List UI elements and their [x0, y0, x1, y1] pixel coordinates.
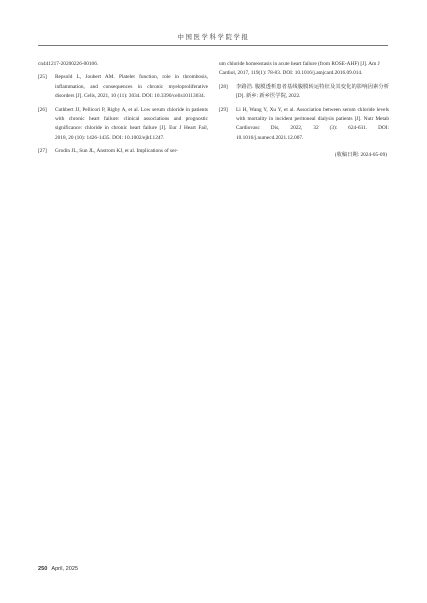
reference-item [38, 147, 208, 156]
reference-text: Cuthbert JJ, Pellicori P, Rigby A, et al. Low serum chloride in patients with chronic heart failure: clinical associations and prognostic significance: chloride in chronic heart failure [J]. Eur J Heart Fail, 2018, 20 (10): 1426-1435. DOI: 10.1002/ejhf.1247. [55, 106, 208, 141]
reference-text: 李路浩. 腹膜透析患者基线腹膜转运特征及其变化的影响因素分析[D]. 新乡: 新乡医学院, 2022. [236, 83, 389, 100]
page-number: 250 [38, 566, 48, 572]
left-column [38, 60, 208, 161]
reference-number: [26] [38, 106, 47, 113]
reference-number: [27] [38, 148, 47, 155]
reference-item [219, 83, 389, 102]
journal-header: 中国医学科学院学报 [177, 34, 250, 41]
page-footer [38, 566, 78, 572]
reference-item [38, 73, 208, 101]
reference-item [219, 106, 389, 144]
reference-text: Repsold L, Joubert AM. Platelet function, role in thrombosis, inflammation, and consequences in chronic myeloproliferative disorders [J]. Cells, 2021, 10 (11): 3034. DOI: 10.3390/cells10113034. [55, 74, 208, 100]
reference-item [38, 106, 208, 144]
received-date: (收稿日期: 2024-05-09) [334, 152, 387, 159]
issue-date: April, 2025 [51, 566, 79, 572]
right-column [219, 60, 389, 161]
reference-text: Li H, Wang Y, Xu Y, et al. Association between serum chloride levels with mortality in incident peritoneal dialysis patients [J]. Nutr Metab Cardiovasc Dis, 2022, 32 (3): 624-631. DOI: 10.1016/j.numecd.2021.12.007. [236, 106, 389, 141]
reference-number: [25] [38, 74, 47, 81]
reference-number: [28] [219, 83, 228, 90]
reference-text: Grodin JL, Sun JL, Anstrom KJ, et al. Implications of ser- [55, 148, 178, 155]
reference-continuation: cn441217-20200226-00106. [38, 61, 99, 67]
header-rule [38, 45, 388, 46]
reference-number: [29] [219, 106, 228, 113]
reference-continuation: um chloride homeostasis in acute heart failure (from ROSE-AHF) [J]. Am J Cardiol, 2017, 119(1): 78-83. DOI: 10.1016/j.amjcard.2016.09.014. [219, 61, 380, 77]
